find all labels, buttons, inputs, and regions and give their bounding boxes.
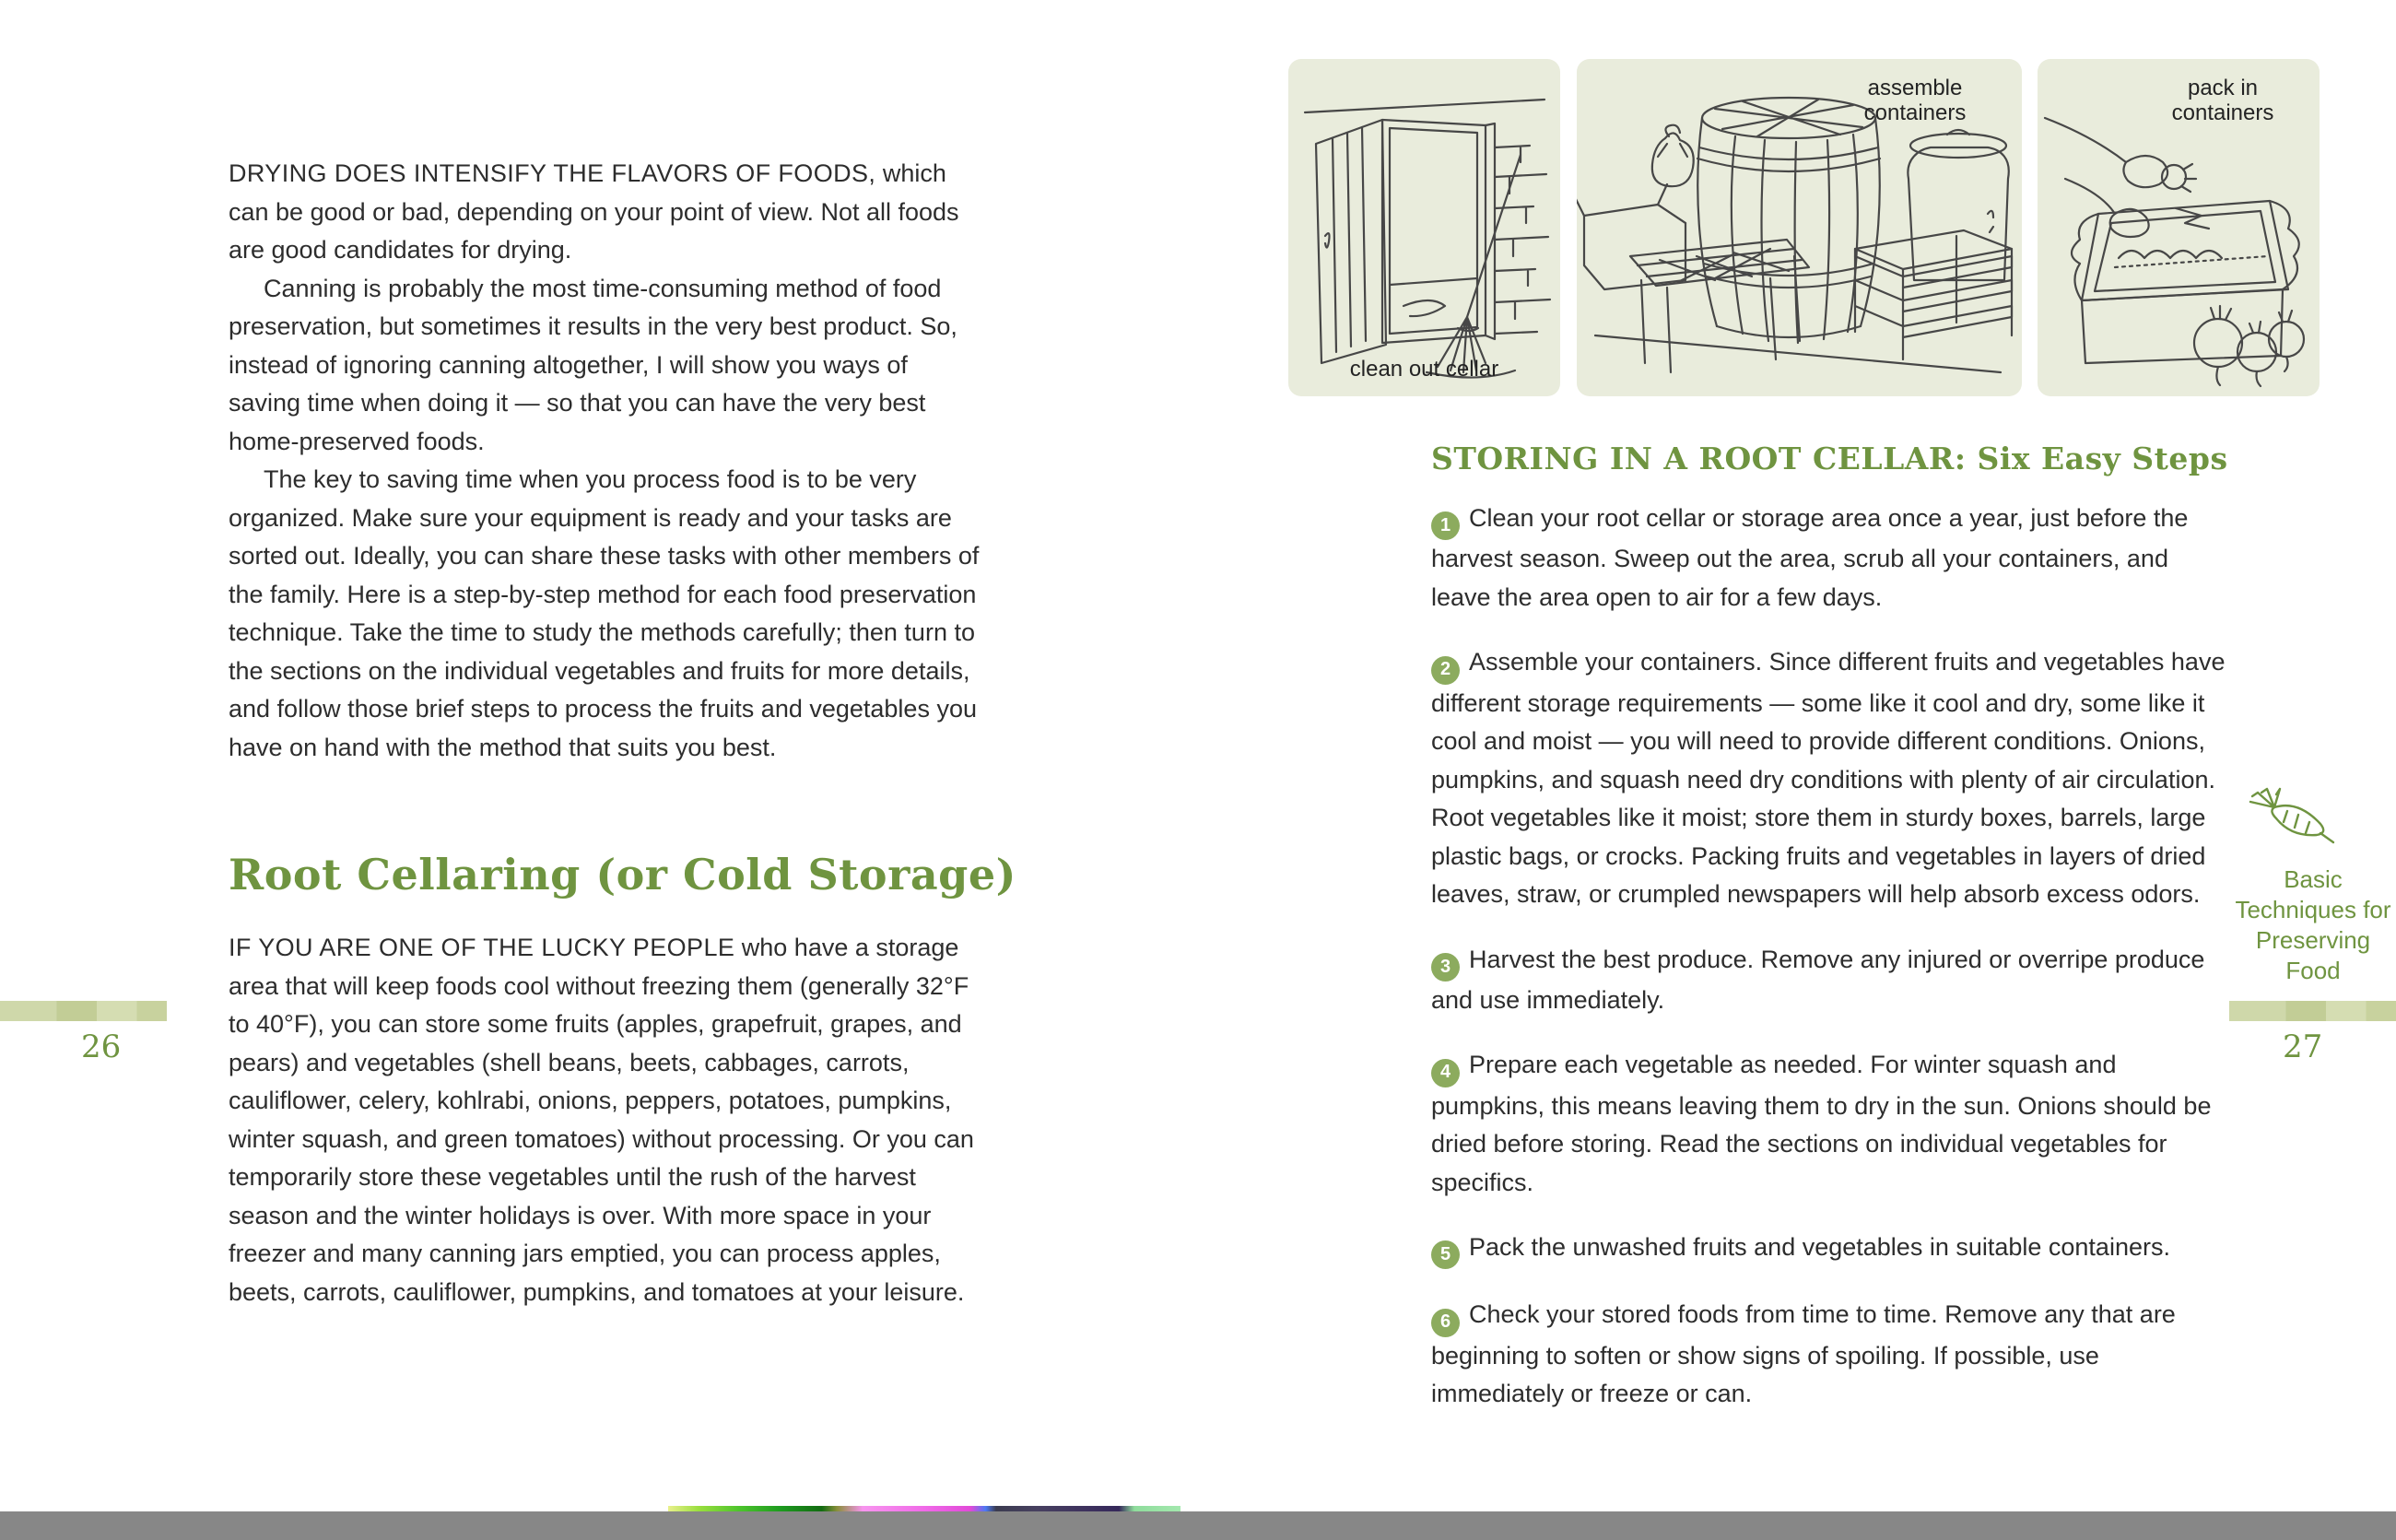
- bottom-gray-bar: [0, 1511, 2396, 1540]
- step-text: Assemble your containers. Since different fruits and vegetables have different storage requirements — some like it cool and dry, some like it cool and moist — you will need to provide different conditions. Onions, pumpkins, and squash need dry conditions with plenty of air circulation. Root vegetables like it moist; store them in sturdy boxes, barrels, large plastic bags, or crocks. Packing fruits and vegetables in layers of dried leaves, straw, or crumpled newspapers will help absorb excess odors.: [1431, 648, 2226, 908]
- step-item-1: [1431, 500, 2226, 617]
- step-number-badge: 2: [1431, 656, 1460, 685]
- illustration-caption: pack in containers: [2171, 76, 2274, 125]
- left-page-edge-tab: [0, 1001, 167, 1021]
- step-number-badge: 1: [1431, 511, 1460, 540]
- paragraph-body: who have a storage area that will keep foods cool without freezing them (generally 32°F to 40°F), you can store some fruits (apples, grapefruit, grapes, and pears) and vegetables (shell beans, beets, cabbages, carrots, cauliflower, celery, kohlrabi, onions, peppers, potatoes, pumpkins, winter squash, and green tomatoes) without processing. Or you can temporarily store these vegetables until the rush of the harvest season and the winter holidays is over. With more space in your freezer and many canning jars emptied, you can process apples, beets, carrots, cauliflower, pumpkins, and tomatoes at your leisure.: [229, 934, 974, 1306]
- illustration-caption: clean out cellar: [1349, 357, 1499, 382]
- steps-section-heading: STORING IN A ROOT CELLAR: Six Easy Steps: [1431, 441, 2228, 476]
- step-text: Pack the unwashed fruits and vegetables in suitable containers.: [1469, 1233, 2170, 1261]
- step-text: Clean your root cellar or storage area once a year, just before the harvest season. Sweep out the area, scrub all your containers, and leave the area open to air for a few days.: [1431, 504, 2189, 611]
- paragraph-lucky-people: [229, 929, 982, 1311]
- steps-list: [1431, 500, 2226, 1440]
- step-number-badge: 5: [1431, 1240, 1460, 1269]
- paragraph-lead-caps: IF YOU ARE ONE OF THE LUCKY PEOPLE: [229, 934, 735, 961]
- paragraph-drying: [229, 155, 982, 270]
- step-item-4: [1431, 1046, 2226, 1202]
- illustration-caption: assemble containers: [1863, 76, 1967, 125]
- paragraph-canning: Canning is probably the most time-consuming method of food preservation, but sometimes it results in the very best product. So, instead of ignoring canning altogether, I will show you ways of saving time when doing it — so that you can have the very best home-preserved foods.: [229, 274, 957, 455]
- step-number-badge: 3: [1431, 953, 1460, 982]
- paragraph-key-to-saving-time: The key to saving time when you process food is to be very organized. Make sure your equipment is ready and your tasks are sorted out. Ideally, you can share these tasks with other members of the family. Here is a step-by-step method for each food preservation technique. Take the time to study the methods carefully; then turn to the sections on the individual vegetables and fruits for more details, and follow those brief steps to process the fruits and vegetables you have on hand with the method that suits you best.: [229, 465, 980, 761]
- illustration-clean-out-cellar: [1288, 59, 1560, 396]
- step-number-badge: 6: [1431, 1309, 1460, 1337]
- step-text: Prepare each vegetable as needed. For winter squash and pumpkins, this means leaving them to dry in the sun. Onions should be dried before storing. Read the sections on individual vegetables for specifics.: [1431, 1051, 2212, 1196]
- right-page-edge-tab: [2229, 1001, 2396, 1021]
- left-page-text-block: [229, 155, 982, 767]
- step-item-3: [1431, 941, 2226, 1020]
- step-item-5: [1431, 1228, 2226, 1269]
- cellar-door-illustration-icon: [1288, 59, 1560, 396]
- right-page-number: 27: [2283, 1029, 2323, 1065]
- section-heading-root-cellaring: Root Cellaring (or Cold Storage): [229, 850, 1016, 899]
- paragraph-lead-caps: DRYING DOES INTENSIFY THE FLAVORS OF FOODS,: [229, 159, 876, 187]
- step-item-6: [1431, 1296, 2226, 1413]
- sidebar-chapter-title: Basic Techniques for Preserving Food: [2235, 865, 2391, 984]
- illustration-pack-in-containers: [2038, 59, 2320, 396]
- illustration-assemble-containers: [1577, 59, 2022, 396]
- step-number-badge: 4: [1431, 1059, 1460, 1087]
- root-cellaring-text-block: [229, 929, 982, 1311]
- paragraph-body: which can be good or bad, depending on your point of view. Not all foods are good candidates for drying.: [229, 159, 959, 264]
- carrot-icon: [2243, 785, 2339, 859]
- left-page-number: 26: [81, 1029, 122, 1065]
- step-text: Check your stored foods from time to time. Remove any that are beginning to soften or show signs of spoiling. If possible, use immediately or freeze or can.: [1431, 1300, 2176, 1407]
- step-item-2: [1431, 643, 2226, 913]
- step-text: Harvest the best produce. Remove any injured or overripe produce and use immediately.: [1431, 945, 2205, 1014]
